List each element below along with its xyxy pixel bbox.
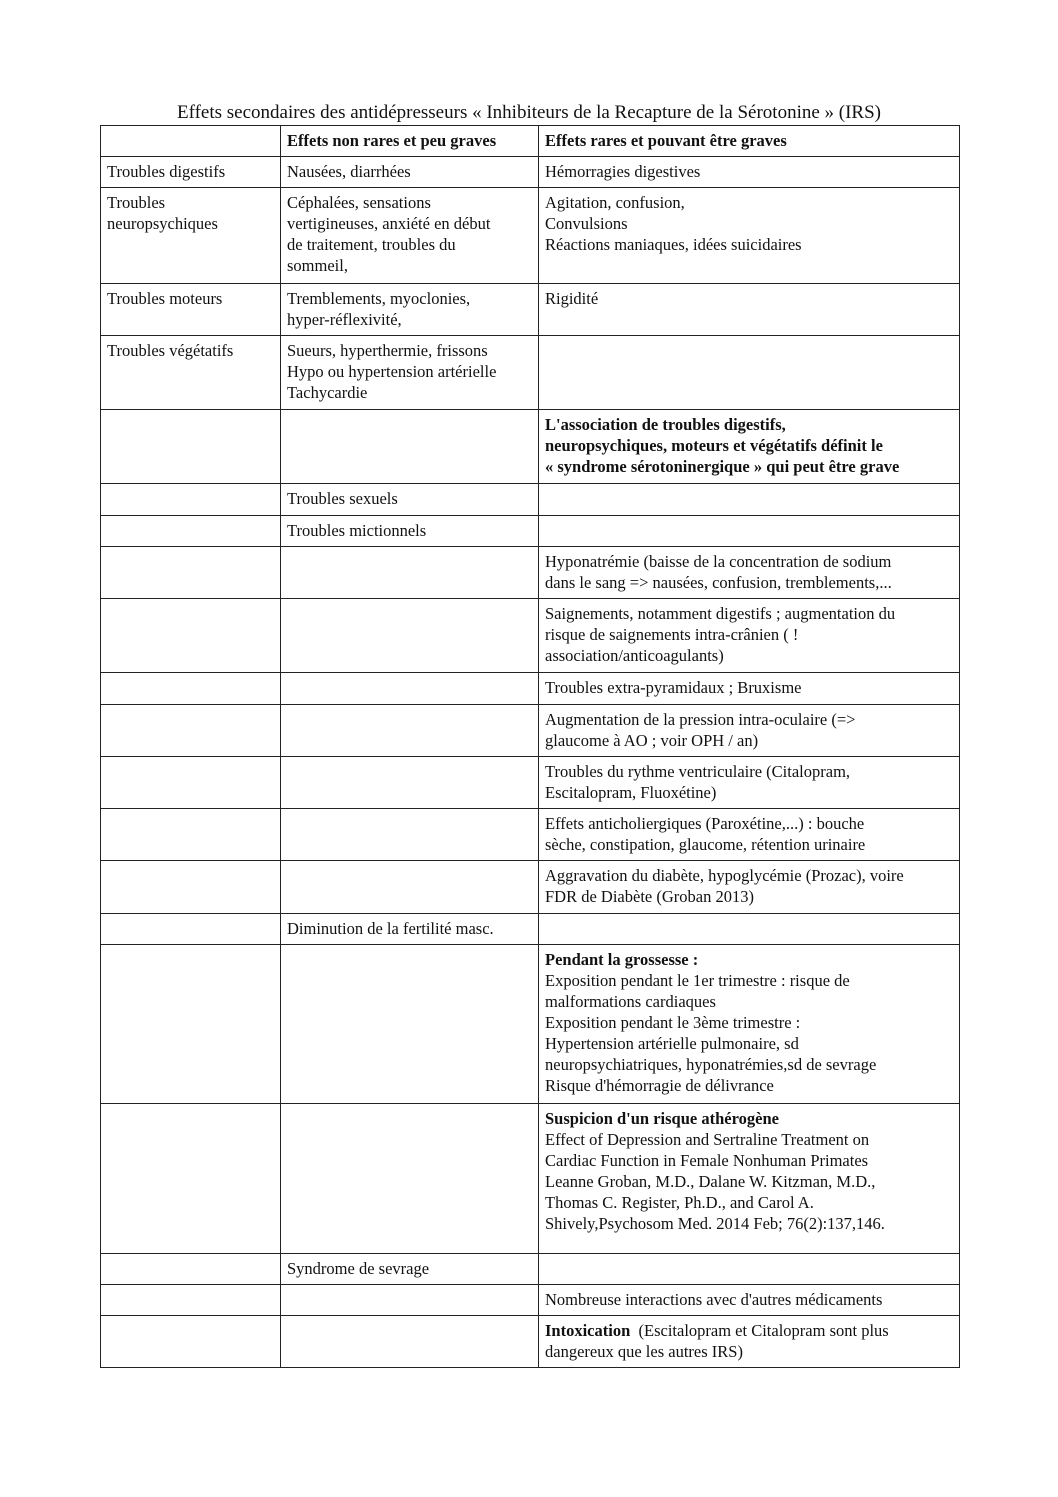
rare-effects-cell: Hyponatrémie (baisse de la concentration de sodium dans le sang => nausées, confusion, tremblements,...: [539, 547, 960, 599]
table-row: [101, 188, 960, 284]
rare-effects-cell: [539, 484, 960, 516]
atherogenic-reference: Effect of Depression and Sertraline Treatment on Cardiac Function in Female Nonhuman Primates Leanne Groban, M.D., Dalane W. Kitzman, M.D., Thomas C. Register, Ph.D., and Carol A. Shively,Psychosom Med. 2014 Feb; 76(2):137,146.: [545, 1130, 885, 1233]
common-effects-cell: Nausées, diarrhées: [281, 157, 539, 188]
intoxication-inline-text: (Escitalopram et Citalopram sont plus: [630, 1321, 889, 1340]
table-row: [101, 1285, 960, 1316]
side-effects-table: [100, 125, 960, 1368]
rare-effects-cell: L'association de troubles digestifs, neuropsychiques, moteurs et végétatifs définit le « syndrome sérotoninergique » qui peut être grave: [539, 410, 960, 484]
category-cell: [101, 1285, 281, 1316]
table-row: [101, 705, 960, 757]
table-row: [101, 1104, 960, 1254]
table-row: [101, 547, 960, 599]
table-row: [101, 336, 960, 410]
rare-effects-cell: [539, 1254, 960, 1285]
common-effects-cell: [281, 673, 539, 705]
pregnancy-heading: Pendant la grossesse :: [545, 950, 699, 969]
category-cell: [101, 757, 281, 809]
common-effects-cell: [281, 1104, 539, 1254]
rare-effects-cell: Saignements, notamment digestifs ; augmentation du risque de saignements intra-crânien ( ! association/anticoagulants): [539, 599, 960, 673]
category-cell: [101, 809, 281, 861]
category-cell: [101, 599, 281, 673]
category-cell: [101, 1254, 281, 1285]
intoxication-heading: Intoxication: [545, 1321, 631, 1340]
table-row: [101, 945, 960, 1104]
table-row: [101, 410, 960, 484]
common-effects-cell: [281, 809, 539, 861]
common-effects-cell: [281, 1316, 539, 1368]
table-header-row: [101, 126, 960, 157]
category-cell: [101, 484, 281, 516]
common-effects-cell: Syndrome de sevrage: [281, 1254, 539, 1285]
table-row: [101, 599, 960, 673]
category-cell: [101, 945, 281, 1104]
rare-effects-cell: Troubles du rythme ventriculaire (Citalopram, Escitalopram, Fluoxétine): [539, 757, 960, 809]
table-row: [101, 673, 960, 705]
rare-effects-cell: [539, 1316, 960, 1368]
common-effects-cell: [281, 705, 539, 757]
category-cell: [101, 861, 281, 914]
rare-effects-cell: [539, 945, 960, 1104]
document-title: Effets secondaires des antidépresseurs « Inhibiteurs de la Recapture de la Sérotonine » (IRS): [176, 102, 881, 123]
common-effects-cell: [281, 547, 539, 599]
category-cell: Troubles végétatifs: [101, 336, 281, 410]
table-row: [101, 1254, 960, 1285]
rare-effects-cell: [539, 336, 960, 410]
rare-effects-cell: [539, 516, 960, 547]
common-effects-cell: Céphalées, sensations vertigineuses, anxiété en début de traitement, troubles du sommeil,: [281, 188, 539, 284]
table-row: [101, 516, 960, 547]
category-cell: [101, 673, 281, 705]
table-row: [101, 757, 960, 809]
table-row: [101, 284, 960, 336]
category-cell: [101, 410, 281, 484]
rare-effects-cell: Troubles extra-pyramidaux ; Bruxisme: [539, 673, 960, 705]
common-effects-cell: Sueurs, hyperthermie, frissons Hypo ou hypertension artérielle Tachycardie: [281, 336, 539, 410]
rare-effects-cell: Nombreuse interactions avec d'autres médicaments: [539, 1285, 960, 1316]
header-cell-category: [101, 126, 281, 157]
category-cell: [101, 705, 281, 757]
category-cell: [101, 516, 281, 547]
table-row: [101, 861, 960, 914]
atherogenic-heading: Suspicion d'un risque athérogène: [545, 1109, 779, 1128]
intoxication-text: dangereux que les autres IRS): [545, 1342, 743, 1361]
table-row: [101, 809, 960, 861]
pregnancy-text: Exposition pendant le 1er trimestre : risque de malformations cardiaques Exposition pendant le 3ème trimestre : Hypertension artérielle pulmonaire, sd neuropsychiatriques, hyponatrémies,sd de sevrage Risque d'hémorragie de délivrance: [545, 971, 877, 1095]
common-effects-cell: Troubles sexuels: [281, 484, 539, 516]
table-row: [101, 157, 960, 188]
rare-effects-cell: Hémorragies digestives: [539, 157, 960, 188]
rare-effects-cell: Effets anticholiergiques (Paroxétine,...) : bouche sèche, constipation, glaucome, rétention urinaire: [539, 809, 960, 861]
rare-effects-cell: Aggravation du diabète, hypoglycémie (Prozac), voire FDR de Diabète (Groban 2013): [539, 861, 960, 914]
rare-effects-cell: Rigidité: [539, 284, 960, 336]
common-effects-cell: Tremblements, myoclonies, hyper-réflexivité,: [281, 284, 539, 336]
category-cell: [101, 1316, 281, 1368]
common-effects-cell: [281, 410, 539, 484]
common-effects-cell: Troubles mictionnels: [281, 516, 539, 547]
category-cell: Troubles moteurs: [101, 284, 281, 336]
rare-effects-cell: Agitation, confusion, Convulsions Réactions maniaques, idées suicidaires: [539, 188, 960, 284]
header-cell-rare-effects: Effets rares et pouvant être graves: [539, 126, 960, 157]
header-cell-common-effects: Effets non rares et peu graves: [281, 126, 539, 157]
category-cell: [101, 1104, 281, 1254]
table-row: [101, 484, 960, 516]
common-effects-cell: Diminution de la fertilité masc.: [281, 914, 539, 945]
category-cell: [101, 914, 281, 945]
common-effects-cell: [281, 945, 539, 1104]
common-effects-cell: [281, 861, 539, 914]
table-row: [101, 1316, 960, 1368]
common-effects-cell: [281, 599, 539, 673]
category-cell: Troubles neuropsychiques: [101, 188, 281, 284]
table-row: [101, 914, 960, 945]
rare-effects-cell: [539, 1104, 960, 1254]
common-effects-cell: [281, 1285, 539, 1316]
category-cell: [101, 547, 281, 599]
rare-effects-cell: [539, 914, 960, 945]
rare-effects-cell: Augmentation de la pression intra-oculaire (=> glaucome à AO ; voir OPH / an): [539, 705, 960, 757]
common-effects-cell: [281, 757, 539, 809]
category-cell: Troubles digestifs: [101, 157, 281, 188]
